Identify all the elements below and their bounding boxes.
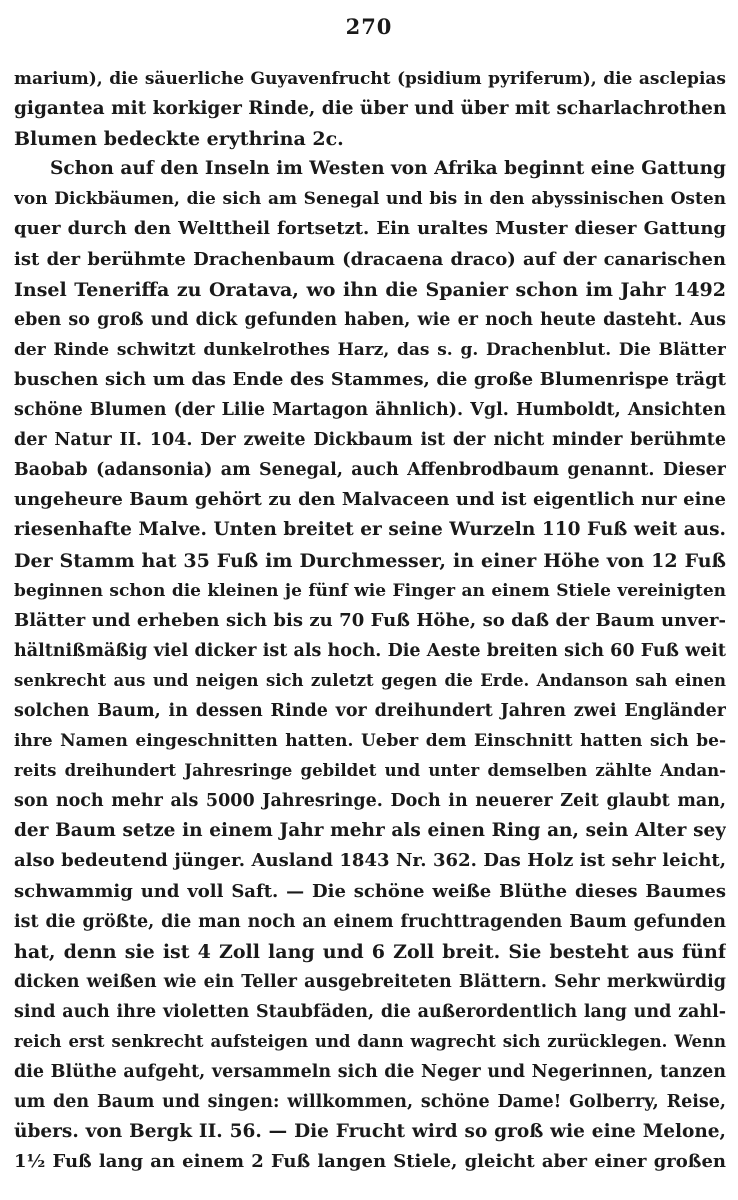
text-line: solchen Baum, in dessen Rinde vor dreihundert Jahren zwei Engländer [14,700,726,721]
text-line: Blätter und erheben sich bis zu 70 Fuß Höhe, so daß der Baum unver- [14,609,726,631]
text-line: ihre Namen eingeschnitten hatten. Ueber dem Einschnitt hatten sich be- [14,731,726,752]
text-line: ungeheure Baum gehört zu den Malvaceen und ist eigentlich nur eine [14,489,726,511]
text-line: Der Stamm hat 35 Fuß im Durchmesser, in einer Höhe von 12 Fuß [14,549,726,572]
text-line: sind auch ihre violetten Staubfäden, die außerordentlich lang und zahl- [14,1001,726,1022]
text-line: reich erst senkrecht aufsteigen und dann wagrecht sich zurücklegen. Wenn [14,1032,726,1051]
page-number: 270 [345,14,393,39]
paragraph-start-line: Schon auf den Inseln im Westen von Afrika beginnt eine Gattung [50,158,726,180]
text-line: riesenhafte Malve. Unten breitet er seine Wurzeln 110 Fuß weit aus. [14,519,726,541]
text-line: beginnen schon die kleinen je fünf wie Finger an einem Stiele vereinigten [14,580,726,601]
text-line: schöne Blumen (der Lilie Martagon ähnlich). Vgl. Humboldt, Ansichten [14,400,726,421]
text-line: 1½ Fuß lang an einem 2 Fuß langen Stiele, gleicht aber einer großen [14,1151,726,1173]
text-line: Baobab (adansonia) am Senegal, auch Affenbrodbaum genannt. Dieser [14,460,726,481]
text-line: also bedeutend jünger. Ausland 1843 Nr. 362. Das Holz ist sehr leicht, [14,850,726,872]
text-line: schwammig und voll Saft. — Die schöne weiße Blüthe dieses Baumes [14,880,726,902]
text-line: die Blüthe aufgeht, versammeln sich die Neger und Negerinnen, tanzen [14,1062,726,1083]
text-line: gigantea mit korkiger Rinde, die über und über mit scharlachrothen [14,98,726,120]
text-line: quer durch den Welttheil fortsetzt. Ein uraltes Muster dieser Gattung [14,218,726,240]
text-line: son noch mehr als 5000 Jahresringe. Doch in neuerer Zeit glaubt man, [14,791,726,812]
text-line: der Baum setze in einem Jahr mehr als einen Ring an, sein Alter sey [14,820,726,842]
text-line: ist der berühmte Drachenbaum (dracaena draco) auf der canarischen [14,248,726,270]
text-line: buschen sich um das Ende des Stammes, die große Blumenrispe trägt [14,368,726,390]
text-line: übers. von Bergk II. 56. — Die Frucht wird so groß wie eine Melone, [14,1121,726,1143]
text-line: senkrecht aus und neigen sich zuletzt gegen die Erde. Andanson sah einen [14,670,726,690]
text-line: Insel Teneriffa zu Oratava, wo ihn die Spanier schon im Jahr 1492 [14,278,726,301]
text-line: hältnißmäßig viel dicker ist als hoch. Die Aeste breiten sich 60 Fuß weit [14,640,726,661]
text-line: eben so groß und dick gefunden haben, wie er noch heute dasteht. Aus [14,309,726,330]
text-line: hat, denn sie ist 4 Zoll lang und 6 Zoll breit. Sie besteht aus fünf [14,940,726,963]
text-line: reits dreihundert Jahresringe gebildet und unter demselben zählte Andan- [14,761,726,781]
text-line: ist die größte, die man noch an einem fruchttragenden Baum gefunden [14,911,726,932]
text-line: der Rinde schwitzt dunkelrothes Harz, das s. g. Drachenblut. Die Blätter [14,339,726,360]
text-line: dicken weißen wie ein Teller ausgebreiteten Blättern. Sehr merkwürdig [14,971,726,992]
text-line: der Natur II. 104. Der zweite Dickbaum ist der nicht minder berühmte [14,430,726,451]
text-line: Blumen bedeckte erythrina 2c. [14,128,344,151]
text-line: marium), die säuerliche Guyavenfrucht (psidium pyriferum), die asclepias [14,69,726,89]
text-line: um den Baum und singen: willkommen, schöne Dame! Golberry, Reise, [14,1092,726,1113]
text-line: von Dickbäumen, die sich am Senegal und bis in den abyssinischen Osten [14,189,726,210]
body-text [14,64,726,1177]
